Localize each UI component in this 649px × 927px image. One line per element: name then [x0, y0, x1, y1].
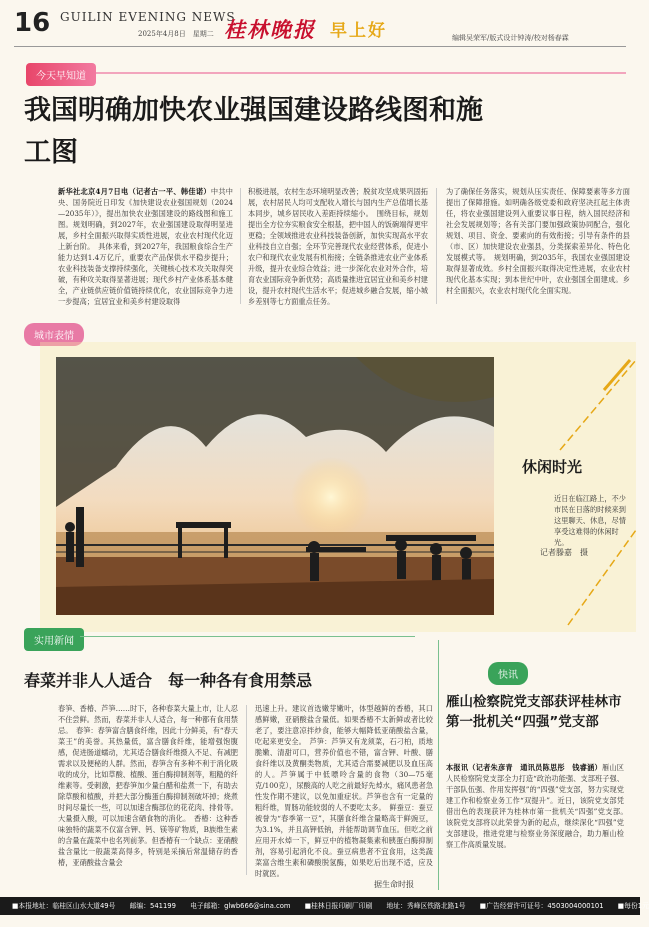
page-footer — [0, 897, 649, 915]
section-tag-practical: 实用新闻 — [24, 628, 84, 651]
section-tag-flash: 快讯 — [488, 662, 528, 685]
photo-caption: 近日在临江路上，不少市民在日落的时候来到这里聊天、休息，尽情享受这难得的休闲时光。 — [554, 494, 626, 547]
article-column-3: 为了确保任务落实，规划从压实责任、保障要素等多方面提出了保障措施。如明确各级党委和政府坚决扛起主体责任，将农业强国建设列入重要议事日程，纳入国民经济和社会发展规划等；各有关部门要加强政策协同配合，强化规划、项目、资金、要素向的有效衔接；引导有条件的县（市、区）加快建设农业强县，分类探索差异化、特色化发展模式等。 规划明确，到2035年，我国农业强国建设取得显著成效。乡村全面振兴取得决定性进展，农业农村现代化基本实现；到本世纪中叶，农业强国全面建成。乡村全面振兴，农业农村现代化全面实现。 — [446, 187, 630, 295]
column-slogan: 早上好 — [330, 21, 387, 41]
section-tag-city: 城市表情 — [24, 323, 84, 346]
article-source: 据生命时报 — [374, 880, 414, 889]
footer-address: ■本报地址：临桂区山水大道49号 — [12, 902, 116, 910]
paper-logo: 桂林晚报 — [224, 17, 316, 42]
column-divider — [240, 188, 241, 304]
footer-email: 电子邮箱：glwb666@sina.com — [190, 902, 291, 910]
photo-byline: 记者滕嘉 摄 — [540, 548, 588, 557]
article-text-6: 雁山区人民检察院党支部全力打造“政治功能强、支部班子强、干部队伍强、作用发挥强”的“四强”党支部，努力实现党建工作和检察业务工作“双提升”。近日，该院党支部凭借出色的表现获评为桂林市第一批机关“四强”党支部。 该院党支部将以此荣誉为新的起点，继续深化“四强”党支部建设，推进党建与检察业务深度融合，助力雁山检察工作高质量发展。 — [446, 763, 632, 849]
headline-main[interactable]: 我国明确加快农业强国建设路线图和施工图 — [24, 95, 483, 168]
article-column-4: 春笋、香椿、芦笋……时下，各种春菜大量上市，让人忍不住尝鲜。然而，春菜并非人人适合，每一种都有食用禁忌。 春笋：春笋富含膳食纤维，因此十分鲜美，有“春天菜王”的美誉。其热量低，富含膳食纤维，能增强饱腹感，促进肠道蠕动，尤其适合膳食纤维摄入不足、有减肥需求以及便秘的人群。然而，春笋含有多种不利于消化吸收的成分，比如草酸、植酸、蛋白酶抑制剂等，粗糙的纤维素等。受刺激，把春笋加少量白醋和盐煮一下，有助去除草酸和植酸，并把大部分酶蛋白酶抑制剂破坏掉；烧煮时间尽量长一些，可以加速含酶部位的花花肉、排骨等。大量摄入酸，可以加速含硒食物的消化。 香椿：这种香味独特的蔬菜不仅富含钾、钙、镁等矿物质，B族维生素的含量在蔬菜中也名列前茅。但香椿有一个缺点：亚硝酸盐含量比一般蔬菜高得多，特别是采摘后常温储存的香椿，亚硝酸盐含量会 — [58, 704, 238, 867]
footer-printer: ■桂林日报印刷厂印刷 — [304, 902, 373, 910]
footer-printer-address: 地址：秀峰区铁路北路1号 — [386, 902, 466, 910]
footer-postcode: 邮编：541199 — [129, 902, 176, 910]
section-rule — [96, 72, 626, 74]
article-column-6 — [446, 762, 632, 892]
masthead — [0, 0, 640, 46]
section-tag-today: 今天早知道 — [26, 63, 96, 86]
column-divider — [436, 188, 437, 304]
paper-name-english: GUILIN EVENING NEWS — [60, 10, 236, 24]
footer-price: ■每份1元 — [617, 902, 649, 910]
issue-date: 2025年4月8日 星期二 — [138, 30, 214, 38]
article-column-2: 积极进展，农村生态环境明显改善；脱贫攻坚成果巩固拓展，农村居民人均可支配收入增长与国内生产总值增长基本同步，城乡居民收入差距持续缩小。 围绕目标，规划提出全方位夯实粮食安全根基，把中国人的饭碗端得更牢更稳；全领域推进农业科技装备创新，加快实现高水平农业科技自立自强；全环节完善现代农业经营体系，促进小农户和现代农业发展有机衔接；全链条推进农业产业体系升级，提升农业综合效益；进一步深化农业对外合作，培育农业国际竞争新优势；高质量推进宜居宜业和美乡村建设，提升农村现代生活水平；促进城乡融合发展，缩小城乡差别等七方面重点任务。 — [248, 187, 428, 306]
column-divider — [438, 640, 439, 890]
article-column-1 — [58, 186, 233, 306]
footer-license: ■广告经营许可证号：4503004000101 — [479, 902, 604, 910]
section-rule — [80, 636, 415, 637]
headline-procuratorate[interactable]: 雁山检察院党支部获评桂林市第一批机关“四强”党支部 — [446, 694, 622, 730]
column-divider — [246, 705, 247, 875]
editor-credits: 编辑吴荣军/版式设计钟涛/校对杨春霖 — [452, 34, 569, 42]
headline-spring-vegetables[interactable]: 春菜并非人人适合 每一种各有食用禁忌 — [24, 671, 313, 690]
article-dateline: 本报讯（记者朱彦青 通讯员陈思彤 钱睿涵） — [446, 763, 602, 772]
article-text-1: 中共中央、国务院近日印发《加快建设农业强国规划（2024—2035年）》，提出加快农业强国建设的路线图和施工图。规划明确，到2027年，农业强国建设取得明显进展，乡村全面振兴取得实质性进展，农业农村现代化迈上新台阶。 具体来看，到2027年，我国粮食综合生产能力达到1.4万亿斤，重要农产品保供水平稳步提升；农业科技装备支撑持续强化，关键核心技术攻关取得突破，有种攻关取得显著进展；现代乡村产业体系基本健全，产业链供应链价值链持续优化，农业国际竞争力进一步提高；宜居宜业和美乡村建设取得 — [58, 187, 233, 306]
page-number: 16 — [14, 8, 51, 38]
article-column-5: 迅速上升。建议首选嫩芽嫩叶，体型越鲜的香椿，其口感鲜嫩，亚硝酸盐含量低。如果香椿不太新鲜或者比较老了，要注意凉拌炒食，能够大幅降低亚硝酸盐含量，吃起来更安全。 芦笋：芦笋又有龙须菜，石刁柏，质地脆嫩、清甜可口，营养价值也不错，富含钾、叶酸、膳食纤维以及黄酮类物质，尤其适合需要减肥以及血压高的人。芦笋属于中低嘌呤含量的食物（30—75毫克/100克），尿酸高的人吃之前最好先焯水，痛风患者急性发作期不建议，以免加重症状。芦笋也含有一定量的粗纤维，胃肠功能较弱的人不要吃太多。 鲜蚕豆：蚕豆被誉为“春季第一豆”，其膳食纤维含量略高于鲜豌豆，为3.1%，并且高钾低钠，并能帮助调节血压。但吃之前应用开水焯一下，鲜豆中的植物凝集素和胰蛋白酶抑制剂，容易引起消化不良。蚕豆病患者不宜食用，这类蔬菜富含维生素和磷酸脱氢酶，如果吃后出现不适，应及时就医。 — [255, 704, 433, 878]
article-dateline: 新华社北京4月7日电（记者古一平、韩佳诺） — [58, 187, 211, 196]
photo-title: 休闲时光 — [522, 458, 583, 476]
header-divider — [14, 46, 626, 47]
leisure-photo[interactable] — [56, 357, 494, 615]
